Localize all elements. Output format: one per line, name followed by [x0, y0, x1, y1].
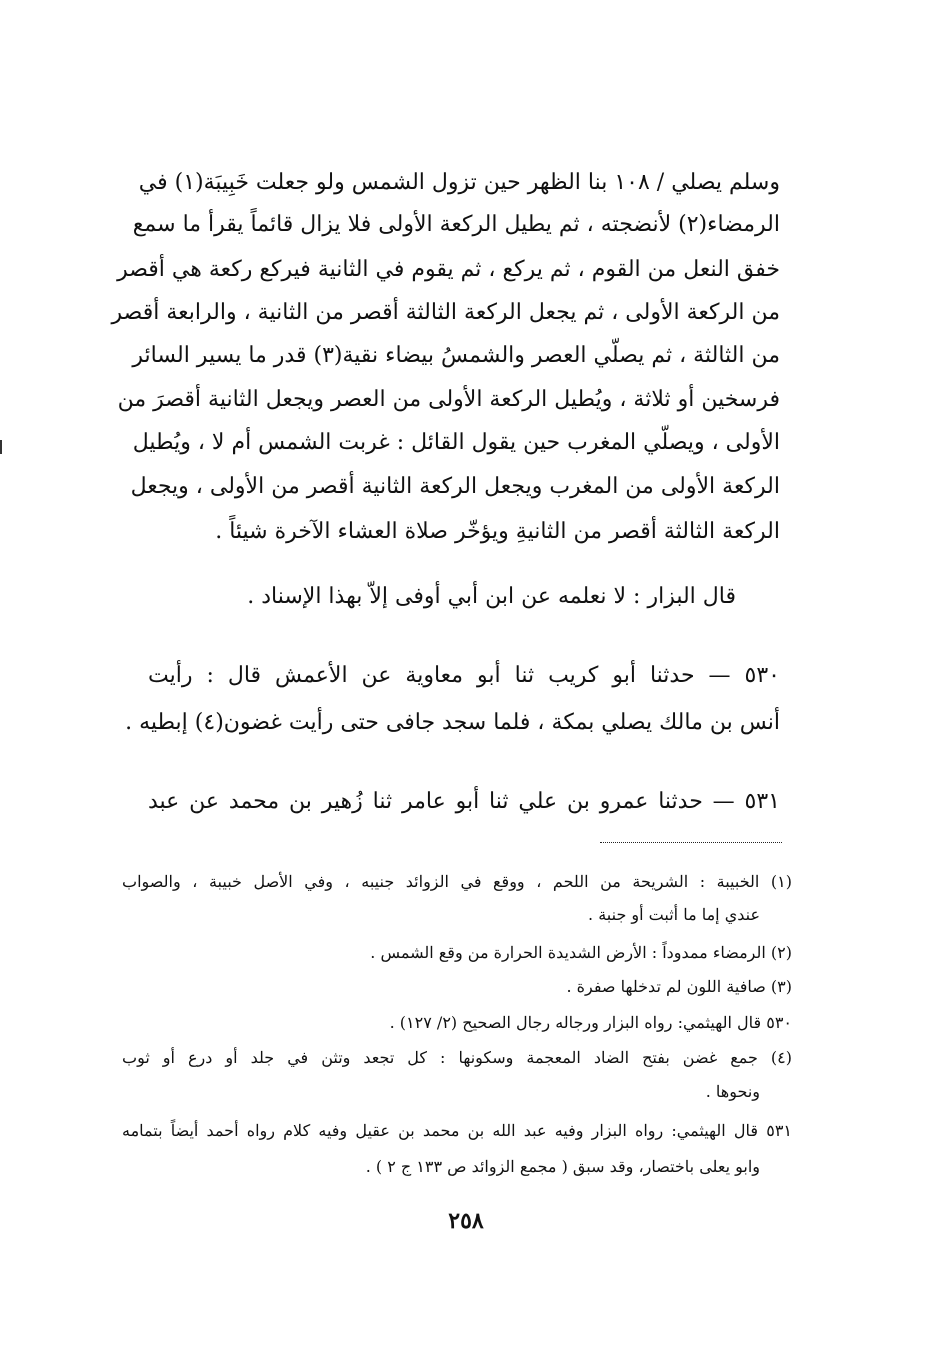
footnote-line: عندي إما ما أثبت أو جنبة . — [588, 905, 760, 924]
hadith-530-line: أنس بن مالك يصلي بمكة ، فلما سجد جافى حتى رأيت غضون(٤) إبطيه . — [125, 710, 780, 735]
hadith-531-line: ٥٣١ — حدثنا عمرو بن علي ثنا أبو عامر ثنا زُهير بن محمد عن عبد — [148, 789, 780, 814]
body-line: من الركعة الأولى ، ثم يجعل الركعة الثالثة أقصر من الثانية ، والرابعة أقصر — [111, 300, 780, 325]
body-line: وسلم يصلي / ١٠٨ بنا الظهر حين تزول الشمس ولو جعلت خَبِيبَة(١) في — [138, 170, 780, 195]
footnote-line: ونحوها . — [705, 1082, 760, 1101]
body-line: الركعة الأولى من المغرب ويجعل الركعة الثانية أقصر من الأولى ، ويجعل — [130, 474, 780, 499]
footnote-line: ٥٣١ قال الهيثمي: رواه البزار وفيه عبد الله بن محمد بن عقيل وفيه كلام رواه أحمد أيضاً بتمامه — [122, 1121, 792, 1140]
footnote-line: ٥٣٠ قال الهيثمي: رواه البزار ورجاله رجال الصحيح (٢/ ١٢٧) . — [389, 1013, 792, 1032]
footnote-line: (٢) الرمضاء ممدوداً : الأرض الشديدة الحرارة من وقع الشمس . — [370, 943, 792, 962]
footnote-line: وابو يعلى باختصار، وقد سبق ( مجمع الزوائد ص ١٣٣ ج ٢ ) . — [365, 1157, 760, 1176]
body-line: من الثالثة ، ثم يصلّي العصر والشمسُ بيضاء نقية(٣) قدر ما يسير السائر — [132, 343, 780, 368]
body-line: خفق النعل من القوم ، ثم يركع ، ثم يقوم في الثانية فيركع ركعة هي أقصر — [117, 257, 780, 282]
hadith-530-line: ٥٣٠ — حدثنا أبو كريب ثنا أبو معاوية عن الأعمش قال : رأيت — [148, 663, 780, 688]
footnote-line: (٤) جمع غضن بفتح الضاد المعجمة وسكونها : كل تجعد وتثن في جلد أو درع أو ثوب — [122, 1048, 792, 1067]
footnote-line: (٣) صافية اللون لم تدخلها صفرة . — [566, 977, 792, 996]
footnote-line: (١) الخبيبة : الشريحة من اللحم ، ووقع في الزوائد جنيبه ، وفي الأصل خبيبة ، والصواب — [122, 872, 792, 891]
scan-edge-mark — [0, 440, 2, 454]
page-number: ٢٥٨ — [448, 1208, 484, 1234]
body-line: الرمضاء(٢) لأنضجته ، ثم يطيل الركعة الأولى فلا يزال قائماً يقرأ ما سمع — [132, 212, 780, 237]
body-line: فرسخين أو ثلاثة ، ويُطيل الركعة الأولى من العصر ويجعل الثانية أقصرَ من — [117, 387, 780, 412]
footnote-divider — [600, 842, 782, 843]
body-line: الأولى ، ويصلّي المغرب حين يقول القائل : غربت الشمس أم لا ، ويُطيل — [132, 430, 780, 455]
body-line: الركعة الثالثة أقصر من الثانيةِ ويؤخّر صلاة العشاء الآخرة شيئاً . — [215, 519, 780, 544]
bazzar-note: قال البزار : لا نعلمه عن ابن أبي أوفى إلاّ بهذا الإسناد . — [247, 584, 736, 609]
